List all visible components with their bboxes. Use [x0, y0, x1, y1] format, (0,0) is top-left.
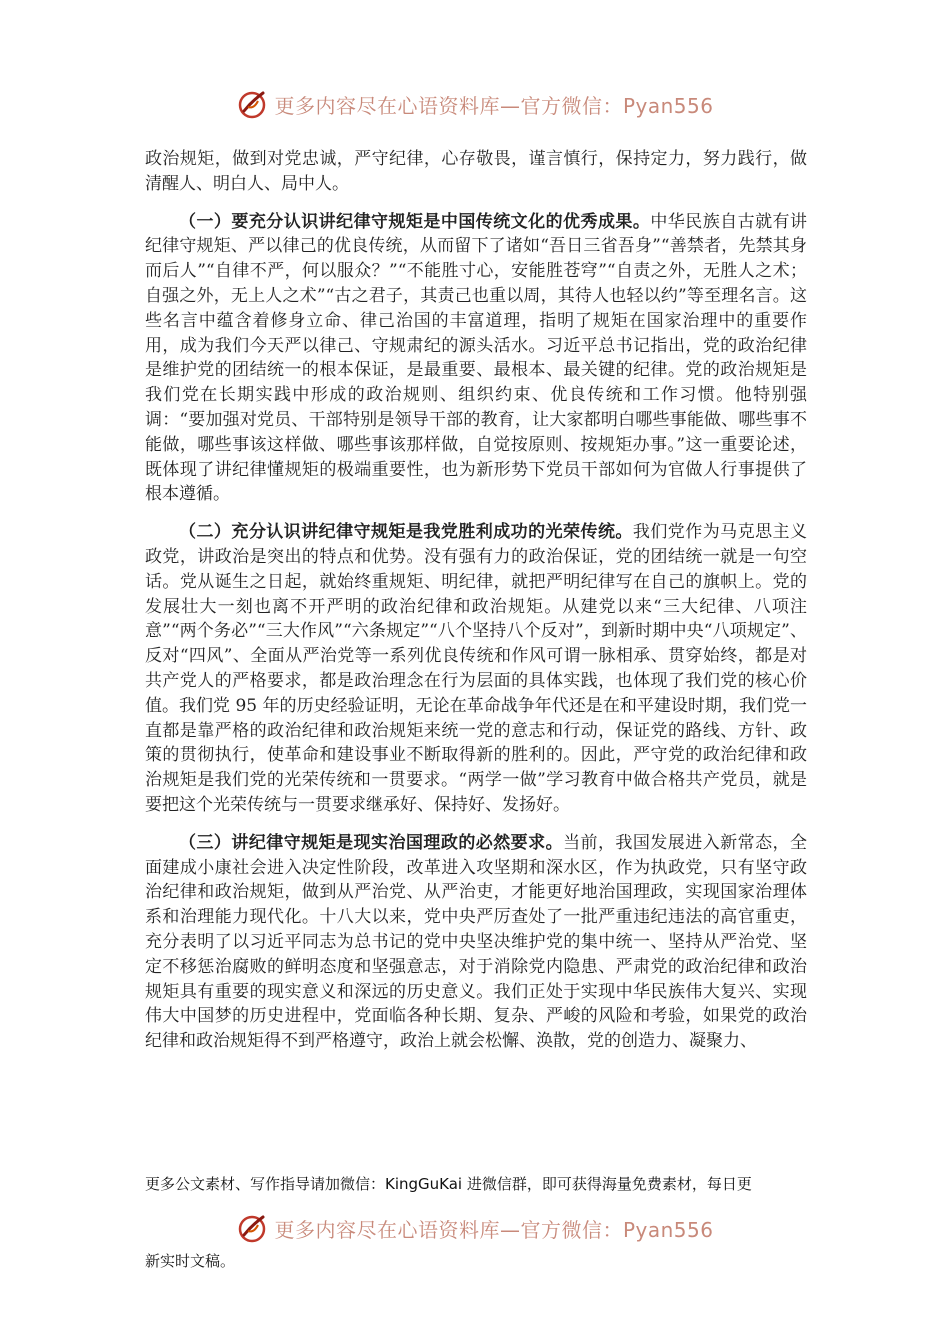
watermark-text: 更多内容尽在心语资料库—官方微信：Pyan556 — [274, 93, 714, 118]
paragraph-body: 当前，我国发展进入新常态，全面建成小康社会进入决定性阶段，改革进入攻坚期和深水区，作为执政党，只有坚守政治纪律和政治规矩，做到从严治党、从严治吏，才能更好地治国理政，实现国家治理体系和治理能力现代化。十八大以来，党中央严厉查处了一批严重违纪违法的高官重吏，充分表明了以习近平同志为总书记的党中央坚决维护党的集中统一、坚持从严治党、坚定不移惩治腐败的鲜明态度和坚强意志，对于消除党内隐患、严肃党的政治纪律和政治规矩具有重要的现实意义和深远的历史意义。我们正处于实现中华民族伟大复兴、实现伟大中国梦的历史进程中，党面临各种长期、复杂、严峻的风险和考验，如果党的政治纪律和政治规矩得不到严格遵守，政治上就会松懈、涣散，党的创造力、凝聚力、 — [145, 832, 808, 1052]
top-watermark — [0, 84, 950, 124]
section-heading: （三）讲纪律守规矩是现实治国理政的必然要求。 — [179, 832, 564, 853]
paragraph-body: 政治规矩，做到对党忠诚，严守纪律，心存敬畏，谨言慎行，保持定力，努力践行，做清醒人、明白人、局中人。 — [145, 149, 807, 194]
watermark-text: 更多内容尽在心语资料库—官方微信：Pyan556 — [274, 1217, 714, 1242]
brush-logo-icon — [236, 87, 270, 121]
paragraph-section-3 — [145, 831, 807, 1054]
paragraph-body: 中华民族自古就有讲纪律守规矩、严以律己的优良传统，从而留下了诸如“吾日三省吾身”“善禁者，先禁其身而后人”“自律不严，何以服众？”“不能胜寸心，安能胜苍穹”“自责之外，无胜人之术；自强之外，无上人之术”“古之君子，其责己也重以周，其待人也轻以约”等至理名言。这些名言中蕴含着修身立命、律己治国的丰富道理，指明了规矩在国家治理中的重要作用，成为我们今天严以律己、守规肃纪的源头活水。习近平总书记指出，党的政治纪律是维护党的团结统一的根本保证，是最重要、最根本、最关键的纪律。党的政治规矩是我们党在长期实践中形成的政治规则、组织约束、优良传统和工作习惯。他特别强调：“要加强对党员、干部特别是领导干部的教育，让大家都明白哪些事能做、哪些事不能做，哪些事该这样做、哪些事该那样做，自觉按原则、按规矩办事。”这一重要论述，既体现了讲纪律懂规矩的极端重要性，也为新形势下党员干部如何为官做人行事提供了根本遵循。 — [145, 211, 808, 505]
section-heading: （二）充分认识讲纪律守规矩是我党胜利成功的光荣传统。 — [179, 522, 633, 543]
footer-promo-line: 更多公文素材、写作指导请加微信：KingGuKai 进微信群，即可获得海量免费素材，每日更 — [145, 1175, 752, 1193]
brush-logo-icon — [236, 1211, 270, 1245]
bottom-watermark — [0, 1208, 950, 1248]
paragraph-section-1 — [145, 210, 807, 508]
paragraph-body: 我们党作为马克思主义政党，讲政治是突出的特点和优势。没有强有力的政治保证，党的团结统一就是一句空话。党从诞生之日起，就始终重规矩、明纪律，就把严明纪律写在自己的旗帜上。党的发展壮大一刻也离不开严明的政治纪律和政治规矩。从建党以来“三大纪律、八项注意”“两个务必”“三大作风”“六条规定”“八个坚持八个反对”，到新时期中央“八项规定”、反对“四风”、全面从严治党等一系列优良传统和作风可谓一脉相承、贯穿始终，都是对共产党人的严格要求，都是政治理念在行为层面的具体实践，也体现了我们党的核心价值。我们党 95 年的历史经验证明，无论在革命战争年代还是在和平建设时期，我们党一直都是靠严格的政治纪律和政治规矩来统一党的意志和行动，保证党的路线、方针、政策的贯彻执行，使革命和建设事业不断取得新的胜利的。因此，严守党的政治纪律和政治规矩是我们党的光荣传统和一贯要求。“两学一做”学习教育中做合格共产党员，就是要把这个光荣传统与一贯要求继承好、保持好、发扬好。 — [145, 522, 808, 815]
document-body — [145, 147, 807, 1067]
section-heading: （一）要充分认识讲纪律守规矩是中国传统文化的优秀成果。 — [179, 211, 651, 232]
paragraph-section-2 — [145, 520, 807, 818]
footer-promo-tail: 新实时文稿。 — [145, 1252, 236, 1270]
paragraph-continued — [145, 147, 807, 197]
